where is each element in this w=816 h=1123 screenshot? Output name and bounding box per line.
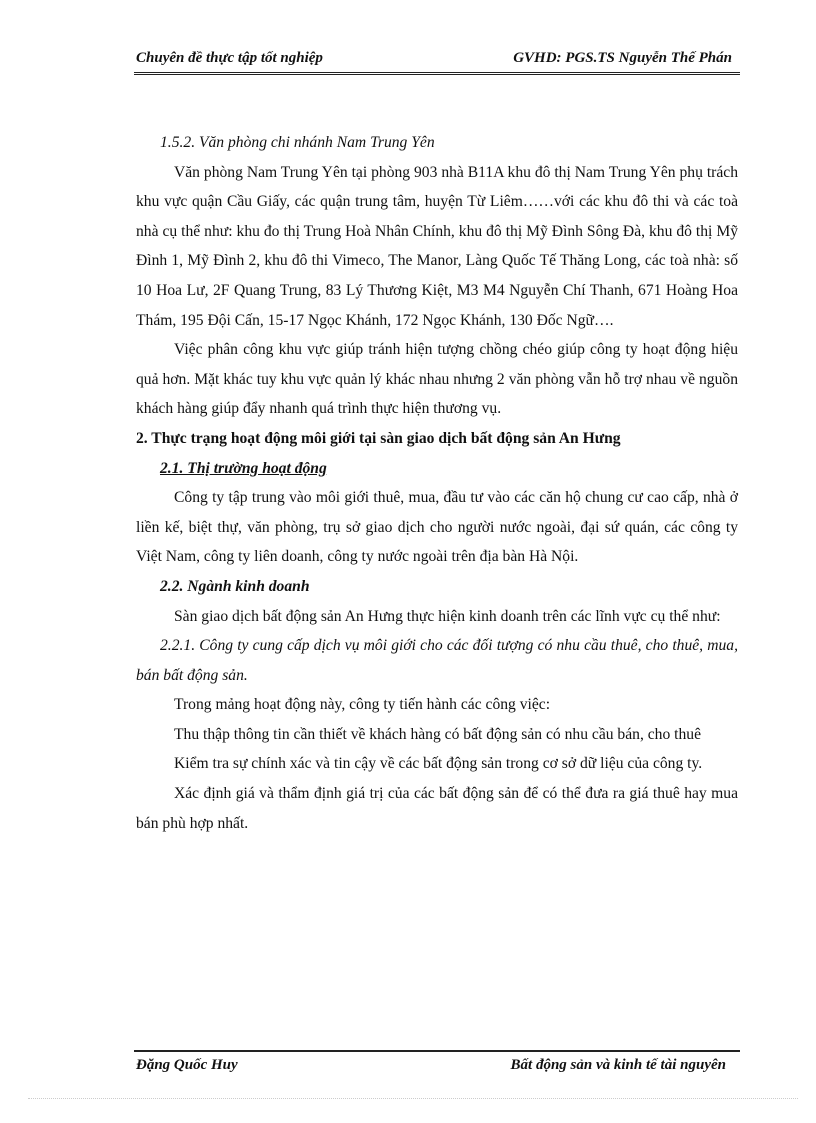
document-body bbox=[136, 128, 738, 838]
page-footer bbox=[134, 1050, 740, 1073]
paragraph-task-valuation: Xác định giá và thẩm định giá trị của các bất động sản để có thể đưa ra giá thuê hay mua bán phù hợp nhất. bbox=[136, 785, 738, 832]
heading-2-1-text: 2.1. Thị trường hoạt động bbox=[160, 459, 327, 477]
page-header bbox=[134, 48, 740, 75]
heading-2-1 bbox=[136, 454, 738, 484]
footer-department: Bất động sản và kinh tế tài nguyên bbox=[510, 1057, 726, 1073]
heading-2: 2. Thực trạng hoạt động môi giới tại sàn giao dịch bất động sản An Hưng bbox=[136, 429, 621, 447]
paragraph-task-verify: Kiểm tra sự chính xác và tin cậy về các bất động sản trong cơ sở dữ liệu của công ty. bbox=[174, 755, 703, 773]
paragraph-area-division: Việc phân công khu vực giúp tránh hiện tượng chồng chéo giúp công ty hoạt động hiệu quả hơn. Mặt khác tuy khu vực quản lý khác nhau nhưng 2 văn phòng vẫn hỗ trợ nhau về nguồn khách hàng giúp đẩy nhanh quá trình thực hiện thương vụ. bbox=[136, 341, 738, 418]
page-bottom-divider bbox=[28, 1098, 798, 1099]
paragraph-task-collect-info: Thu thập thông tin cần thiết về khách hàng có bất động sản có nhu cầu bán, cho thuê bbox=[174, 725, 702, 743]
footer-author: Đặng Quốc Huy bbox=[136, 1057, 238, 1073]
paragraph-business-lines: Sàn giao dịch bất động sản An Hưng thực hiện kinh doanh trên các lĩnh vực cụ thể như: bbox=[174, 607, 721, 625]
header-document-title: Chuyên đề thực tập tốt nghiệp bbox=[136, 50, 323, 66]
paragraph-nam-trung-yen-office: Văn phòng Nam Trung Yên tại phòng 903 nhà B11A khu đô thị Nam Trung Yên phụ trách khu vực quận Cầu Giấy, các quận trung tâm, huyện Từ Liêm……với các khu đô thi và các toà nhà cụ thể như: khu đo thị Trung Hoà Nhân Chính, khu đô thị Mỹ Đình Sông Đà, khu đô thị Mỹ Đình 1, Mỹ Đình 2, khu đô thi Vimeco, The Manor, Làng Quốc Tế Thăng Long, các toà nhà: số 10 Hoa Lư, 2F Quang Trung, 83 Lý Thương Kiệt, M3 M4 Nguyễn Chí Thanh, 671 Hoàng Hoa Thám, 195 Đội Cấn, 15-17 Ngọc Khánh, 172 Ngọc Khánh, 130 Đốc Ngữ…. bbox=[136, 163, 738, 329]
paragraph-tasks-intro: Trong mảng hoạt động này, công ty tiến hành các công việc: bbox=[174, 696, 551, 714]
paragraph-market: Công ty tập trung vào môi giới thuê, mua, đầu tư vào các căn hộ chung cư cao cấp, nhà ở liền kế, biệt thự, văn phòng, trụ sở giao dịch cho người nước ngoài, đại sứ quán, các công ty Việt Nam, công ty liên doanh, công ty nước ngoài trên địa bàn Hà Nội. bbox=[136, 489, 738, 566]
header-supervisor: GVHD: PGS.TS Nguyễn Thế Phán bbox=[513, 50, 732, 66]
heading-1-5-2: 1.5.2. Văn phòng chi nhánh Nam Trung Yên bbox=[160, 134, 435, 151]
heading-2-2-1: 2.2.1. Công ty cung cấp dịch vụ môi giới cho các đối tượng có nhu cầu thuê, cho thuê, mua, bán bất động sản. bbox=[136, 637, 738, 684]
heading-2-2: 2.2. Ngành kinh doanh bbox=[160, 577, 310, 595]
